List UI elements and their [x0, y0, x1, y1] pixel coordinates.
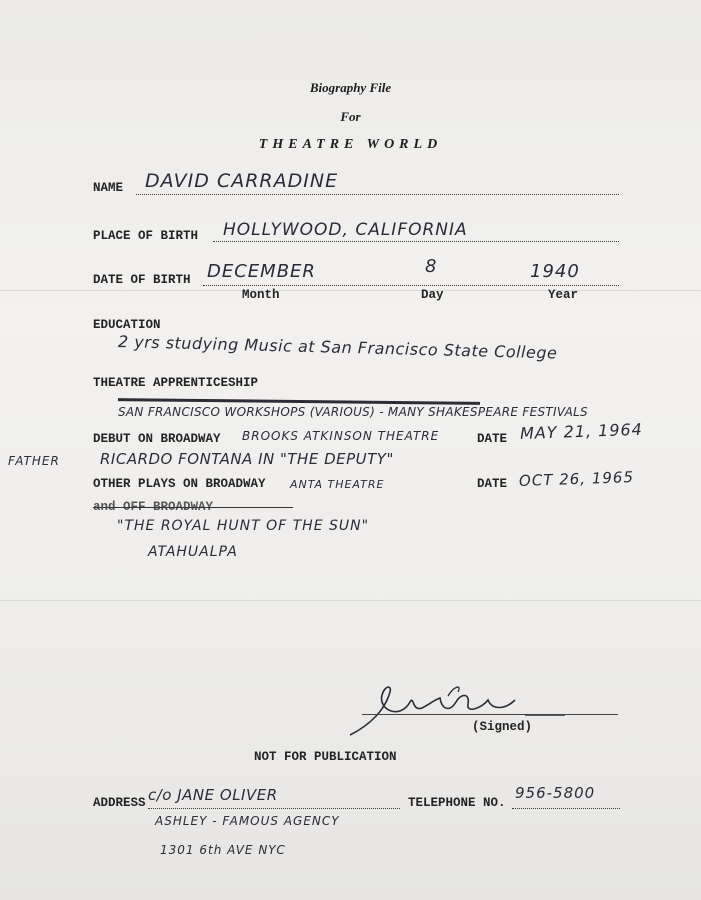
paper-fold-line — [0, 290, 701, 291]
date-of-birth-label: DATE OF BIRTH — [93, 273, 191, 287]
name-underline — [136, 194, 619, 195]
handwritten-signature — [330, 680, 590, 740]
year-caption: Year — [548, 288, 579, 302]
debut-label: DEBUT ON BROADWAY — [93, 432, 221, 446]
address-line-3: 1301 6th AVE NYC — [160, 843, 286, 857]
signature-line — [362, 714, 618, 715]
apprenticeship-label: THEATRE APPRENTICESHIP — [93, 376, 259, 390]
education-value: 2 yrs studying Music at San Francisco State College — [117, 332, 558, 363]
form-subtitle: For — [340, 109, 361, 124]
name-value: DAVID CARRADINE — [145, 170, 339, 192]
dob-day-value: 8 — [425, 256, 438, 277]
off-broadway-label: and OFF BROADWAY — [93, 500, 214, 514]
dob-month-value: DECEMBER — [207, 261, 316, 282]
play-role-value: ATAHUALPA — [148, 544, 238, 560]
address-underline — [148, 808, 400, 809]
publication-title: THEATRE WORLD — [258, 137, 443, 152]
address-label: ADDRESS — [93, 796, 146, 810]
debut-date-label: DATE — [477, 432, 508, 446]
other-date-label: DATE — [477, 477, 508, 491]
crossed-out-scribble — [118, 398, 480, 405]
not-for-publication-notice: NOT FOR PUBLICATION — [254, 750, 397, 764]
other-theatre-value: ANTA THEATRE — [290, 478, 385, 491]
name-label: NAME — [93, 181, 124, 195]
day-caption: Day — [421, 288, 444, 302]
signed-caption: (Signed) — [472, 720, 533, 734]
other-plays-label: OTHER PLAYS ON BROADWAY — [93, 477, 266, 491]
month-caption: Month — [242, 288, 280, 302]
education-label: EDUCATION — [93, 318, 161, 332]
play-title-value: "THE ROYAL HUNT OF THE SUN" — [117, 518, 370, 534]
debut-theatre-value: BROOKS ATKINSON THEATRE — [242, 429, 440, 443]
paper-fold-line — [0, 600, 701, 601]
dob-year-value: 1940 — [530, 261, 580, 282]
apprenticeship-value: SAN FRANCISCO WORKSHOPS (VARIOUS) - MANY SHAKESPEARE FESTIVALS — [118, 405, 588, 419]
telephone-value: 956-5800 — [515, 784, 596, 802]
address-line-2: ASHLEY - FAMOUS AGENCY — [155, 814, 340, 828]
other-date-value: OCT 26, 1965 — [518, 467, 635, 490]
telephone-label: TELEPHONE NO. — [408, 796, 506, 810]
place-of-birth-label: PLACE OF BIRTH — [93, 229, 199, 243]
debut-role-value: RICARDO FONTANA IN "THE DEPUTY" — [100, 450, 394, 468]
date-of-birth-underline — [203, 285, 619, 286]
father-margin-note: FATHER — [8, 454, 60, 468]
off-broadway-strikethrough — [93, 507, 293, 508]
telephone-underline — [512, 808, 620, 809]
place-of-birth-value: HOLLYWOOD, CALIFORNIA — [223, 220, 468, 240]
form-title: Biography File — [309, 80, 392, 95]
debut-date-value: MAY 21, 1964 — [519, 419, 644, 443]
address-line-1: c/o JANE OLIVER — [148, 786, 278, 804]
place-of-birth-underline — [213, 241, 619, 242]
